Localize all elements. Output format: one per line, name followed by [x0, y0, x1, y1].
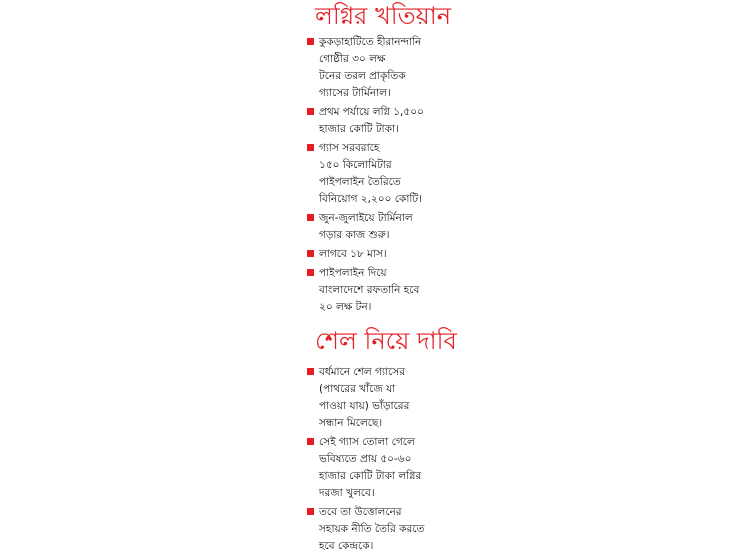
list-item: [305, 265, 455, 316]
bullet-square-icon: [307, 368, 314, 375]
item-line: লাগবে ১৮ মাস।: [319, 248, 387, 260]
item-line: বিনিয়োগ ২,২০০ কোটি।: [319, 193, 422, 205]
item-line: ২০ লক্ষ টন।: [319, 301, 372, 313]
item-line: হবে কেন্দ্রকে।: [319, 540, 374, 552]
item-line: কুকড়াহাটিতে হীরানন্দানি: [319, 36, 422, 48]
bullet-square-icon: [307, 108, 314, 115]
list-item: [305, 364, 455, 432]
item-line: (পাথরের খাঁজে যা: [319, 383, 396, 395]
item-line: পাইপলাইন দিয়ে: [319, 267, 387, 279]
list-item: [305, 504, 455, 555]
list-item: [305, 246, 455, 263]
item-line: সেই গ্যাস তোলা গেলে: [319, 436, 415, 448]
section-heading: শেল নিয়ে দাবি: [315, 327, 457, 355]
item-line: হাজার কোটি টাকা লগ্নির: [319, 470, 422, 482]
list-item: [305, 210, 455, 244]
item-line: পাইপলাইন তৈরিতে: [319, 176, 401, 188]
list-item: [305, 140, 455, 208]
bullet-square-icon: [307, 438, 314, 445]
shale-section: [305, 326, 455, 555]
section-heading: লগ্নির খতিয়ান: [315, 2, 452, 30]
item-line: তবে তা উত্তোলনের: [319, 506, 402, 518]
bullet-square-icon: [307, 269, 314, 276]
item-line: প্রথম পর্যায়ে লগ্নি ১,৫০০: [319, 106, 424, 118]
item-line: গ্যাসের টার্মিনাল।: [319, 87, 391, 99]
item-line: জুন-জুলাইয়ে টার্মিনাল: [319, 212, 413, 224]
item-line: সহায়ক নীতি তৈরি করতে: [319, 523, 425, 535]
bullet-list: [305, 34, 455, 316]
bullet-square-icon: [307, 144, 314, 151]
bullet-list: [305, 364, 455, 555]
item-line: টনের তরল প্রাকৃতিক: [319, 70, 406, 82]
list-item: [305, 34, 455, 102]
investment-section: [305, 1, 455, 316]
item-line: বাংলাদেশে রফতানি হবে: [319, 284, 420, 296]
bullet-square-icon: [307, 38, 314, 45]
item-line: হাজার কোটি টাকা।: [319, 123, 399, 135]
item-line: গ্যাস সরবরাহে: [319, 142, 380, 154]
item-line: ভবিষ্যতে প্রায় ৫০-৬০: [319, 453, 412, 465]
bullet-square-icon: [307, 214, 314, 221]
item-line: পাওয়া যায়) ভাঁড়ারের: [319, 400, 410, 412]
item-line: ১৫০ কিলোমিটার: [319, 159, 392, 171]
list-item: [305, 434, 455, 502]
item-line: গড়ার কাজ শুরু।: [319, 229, 390, 241]
item-line: বর্ধমানে শেল গ্যাসের: [319, 366, 405, 378]
item-line: গোষ্ঠীর ৩০ লক্ষ: [319, 53, 386, 65]
item-line: সন্ধান মিলেছে।: [319, 417, 383, 429]
list-item: [305, 104, 455, 138]
item-line: দরজা খুলবে।: [319, 487, 375, 499]
bullet-square-icon: [307, 250, 314, 257]
bullet-square-icon: [307, 508, 314, 515]
info-column: [305, 0, 455, 557]
